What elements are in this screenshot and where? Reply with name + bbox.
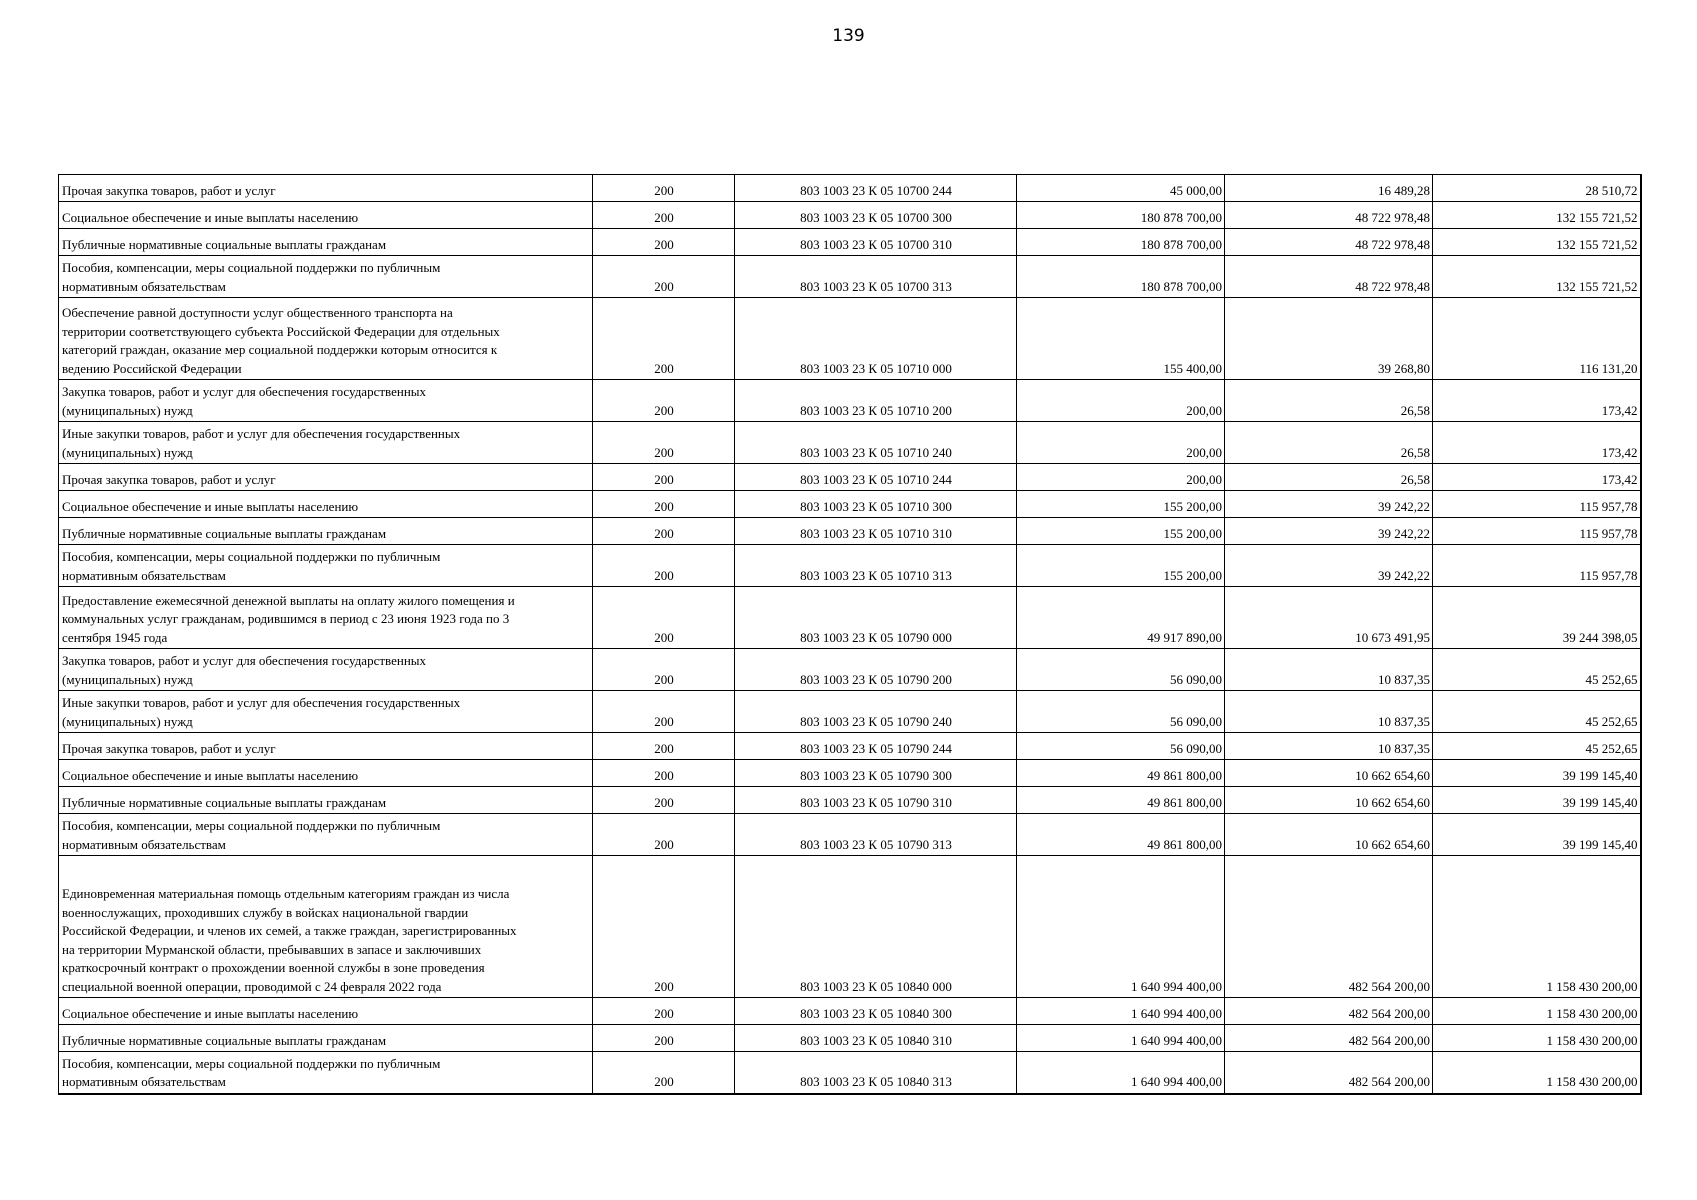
row-line-code-cell-text: 200: [654, 713, 674, 729]
row-classification-code-cell: [735, 649, 1017, 691]
row-line-code-cell: [593, 380, 735, 422]
table-row: [59, 202, 1641, 229]
row-approved-amount-cell-text: 49 861 800,00: [1147, 836, 1222, 852]
row-line-code-cell-text: 200: [654, 236, 674, 252]
row-name-cell-text: Социальное обеспечение и иные выплаты населению: [62, 1005, 359, 1021]
row-approved-amount-cell-text: 45 000,00: [1170, 182, 1222, 198]
row-unexecuted-amount-cell-text: 1 158 430 200,00: [1546, 1032, 1638, 1048]
row-unexecuted-amount-cell-text: 45 252,65: [1585, 740, 1638, 756]
row-name-cell: [59, 1052, 593, 1094]
row-approved-amount-cell: [1017, 1025, 1225, 1052]
row-unexecuted-amount-cell: [1433, 856, 1641, 998]
row-unexecuted-amount-cell: [1433, 1025, 1641, 1052]
row-line-code-cell-text: 200: [654, 360, 674, 376]
row-name-cell-text: Пособия, компенсации, меры социальной поддержки по публичным нормативным обязательствам: [62, 818, 441, 852]
row-approved-amount-cell-text: 49 861 800,00: [1147, 767, 1222, 783]
row-unexecuted-amount-cell: [1433, 202, 1641, 229]
row-line-code-cell-text: 200: [654, 1032, 674, 1048]
row-unexecuted-amount-cell: [1433, 491, 1641, 518]
row-approved-amount-cell: [1017, 491, 1225, 518]
row-classification-code-cell: [735, 422, 1017, 464]
row-name-cell-text: Пособия, компенсации, меры социальной поддержки по публичным нормативным обязательствам: [62, 260, 441, 294]
row-executed-amount-cell-text: 10 837,35: [1378, 713, 1430, 729]
row-name-cell: [59, 587, 593, 649]
row-unexecuted-amount-cell: [1433, 649, 1641, 691]
table-row: [59, 691, 1641, 733]
row-classification-code-cell: [735, 733, 1017, 760]
row-name-cell-text: Публичные нормативные социальные выплаты гражданам: [62, 1032, 387, 1048]
row-unexecuted-amount-cell: [1433, 733, 1641, 760]
row-executed-amount-cell: [1225, 256, 1433, 298]
row-name-cell-text: Иные закупки товаров, работ и услуг для обеспечения государственных (муниципальных) нужд: [62, 426, 461, 460]
row-name-cell: [59, 518, 593, 545]
row-approved-amount-cell-text: 180 878 700,00: [1140, 236, 1222, 252]
row-classification-code-cell-text: 803 1003 23 К 05 10790 300: [800, 767, 952, 783]
row-executed-amount-cell-text: 26,58: [1400, 402, 1430, 418]
row-classification-code-cell: [735, 298, 1017, 380]
row-unexecuted-amount-cell: [1433, 998, 1641, 1025]
table-row: [59, 518, 1641, 545]
row-executed-amount-cell-text: 482 564 200,00: [1348, 1005, 1430, 1021]
row-line-code-cell: [593, 422, 735, 464]
table-row: [59, 380, 1641, 422]
row-line-code-cell-text: 200: [654, 978, 674, 994]
row-unexecuted-amount-cell-text: 132 155 721,52: [1556, 236, 1638, 252]
row-executed-amount-cell: [1225, 856, 1433, 998]
row-executed-amount-cell: [1225, 760, 1433, 787]
row-line-code-cell-text: 200: [654, 525, 674, 541]
row-name-cell-text: Публичные нормативные социальные выплаты гражданам: [62, 525, 387, 541]
row-line-code-cell-text: 200: [654, 498, 674, 514]
row-approved-amount-cell: [1017, 998, 1225, 1025]
row-approved-amount-cell-text: 1 640 994 400,00: [1131, 978, 1222, 994]
table-row: [59, 175, 1641, 202]
row-classification-code-cell: [735, 856, 1017, 998]
row-line-code-cell: [593, 1052, 735, 1094]
row-unexecuted-amount-cell-text: 39 199 145,40: [1562, 836, 1638, 852]
row-executed-amount-cell-text: 10 662 654,60: [1355, 794, 1430, 810]
row-unexecuted-amount-cell: [1433, 545, 1641, 587]
row-executed-amount-cell-text: 39 242,22: [1378, 567, 1430, 583]
row-line-code-cell: [593, 587, 735, 649]
row-line-code-cell-text: 200: [654, 1074, 674, 1090]
row-approved-amount-cell: [1017, 202, 1225, 229]
row-name-cell: [59, 464, 593, 491]
table-row: [59, 422, 1641, 464]
row-name-cell: [59, 202, 593, 229]
table-row: [59, 787, 1641, 814]
row-approved-amount-cell-text: 155 200,00: [1163, 567, 1222, 583]
row-unexecuted-amount-cell-text: 1 158 430 200,00: [1546, 1005, 1638, 1021]
row-approved-amount-cell-text: 200,00: [1186, 444, 1222, 460]
row-name-cell-text: Социальное обеспечение и иные выплаты населению: [62, 767, 359, 783]
row-approved-amount-cell-text: 155 200,00: [1163, 525, 1222, 541]
table-row: [59, 733, 1641, 760]
row-unexecuted-amount-cell-text: 39 199 145,40: [1562, 767, 1638, 783]
row-executed-amount-cell: [1225, 649, 1433, 691]
row-line-code-cell-text: 200: [654, 1005, 674, 1021]
row-unexecuted-amount-cell: [1433, 229, 1641, 256]
row-name-cell-text: Социальное обеспечение и иные выплаты населению: [62, 209, 359, 225]
row-executed-amount-cell-text: 39 268,80: [1378, 360, 1430, 376]
row-unexecuted-amount-cell-text: 1 158 430 200,00: [1546, 1074, 1638, 1090]
row-name-cell-text: Обеспечение равной доступности услуг общественного транспорта на территории соответствующего субъекта Российской Федерации для отдельных категорий граждан, оказание мер социальной поддержки которым относится к ведению Российской Федерации: [62, 305, 500, 376]
table-row: [59, 229, 1641, 256]
table-row: [59, 491, 1641, 518]
row-unexecuted-amount-cell: [1433, 587, 1641, 649]
row-line-code-cell-text: 200: [654, 278, 674, 294]
row-unexecuted-amount-cell: [1433, 1052, 1641, 1094]
row-approved-amount-cell: [1017, 760, 1225, 787]
row-executed-amount-cell: [1225, 464, 1433, 491]
row-name-cell: [59, 814, 593, 856]
row-executed-amount-cell-text: 10 837,35: [1378, 671, 1430, 687]
table-row: [59, 856, 1641, 998]
row-approved-amount-cell-text: 49 917 890,00: [1147, 629, 1222, 645]
row-unexecuted-amount-cell: [1433, 787, 1641, 814]
row-classification-code-cell: [735, 229, 1017, 256]
row-name-cell: [59, 175, 593, 202]
row-classification-code-cell-text: 803 1003 23 К 05 10710 300: [800, 498, 952, 514]
row-line-code-cell-text: 200: [654, 767, 674, 783]
table-row: [59, 587, 1641, 649]
row-approved-amount-cell: [1017, 175, 1225, 202]
row-approved-amount-cell-text: 1 640 994 400,00: [1131, 1005, 1222, 1021]
row-executed-amount-cell-text: 10 673 491,95: [1355, 629, 1430, 645]
table-row: [59, 298, 1641, 380]
table-row: [59, 1025, 1641, 1052]
row-unexecuted-amount-cell-text: 116 131,20: [1579, 360, 1638, 376]
row-classification-code-cell: [735, 1052, 1017, 1094]
row-classification-code-cell: [735, 998, 1017, 1025]
table-row: [59, 814, 1641, 856]
row-unexecuted-amount-cell: [1433, 464, 1641, 491]
row-executed-amount-cell-text: 10 662 654,60: [1355, 836, 1430, 852]
table-row: [59, 464, 1641, 491]
row-line-code-cell-text: 200: [654, 836, 674, 852]
row-line-code-cell: [593, 856, 735, 998]
row-approved-amount-cell-text: 56 090,00: [1170, 671, 1222, 687]
row-name-cell-text: Закупка товаров, работ и услуг для обеспечения государственных (муниципальных) нужд: [62, 653, 427, 687]
row-executed-amount-cell: [1225, 691, 1433, 733]
row-unexecuted-amount-cell: [1433, 256, 1641, 298]
row-executed-amount-cell-text: 10 837,35: [1378, 740, 1430, 756]
row-line-code-cell: [593, 256, 735, 298]
row-approved-amount-cell: [1017, 256, 1225, 298]
row-name-cell-text: Публичные нормативные социальные выплаты гражданам: [62, 794, 387, 810]
row-approved-amount-cell: [1017, 733, 1225, 760]
row-line-code-cell-text: 200: [654, 740, 674, 756]
row-line-code-cell: [593, 229, 735, 256]
row-executed-amount-cell: [1225, 998, 1433, 1025]
row-approved-amount-cell-text: 155 200,00: [1163, 498, 1222, 514]
row-classification-code-cell-text: 803 1003 23 К 05 10790 244: [800, 740, 952, 756]
row-approved-amount-cell: [1017, 691, 1225, 733]
row-approved-amount-cell: [1017, 587, 1225, 649]
row-unexecuted-amount-cell-text: 1 158 430 200,00: [1546, 978, 1638, 994]
row-approved-amount-cell: [1017, 229, 1225, 256]
row-executed-amount-cell-text: 48 722 978,48: [1355, 236, 1430, 252]
row-unexecuted-amount-cell-text: 173,42: [1601, 444, 1638, 460]
row-executed-amount-cell-text: 10 662 654,60: [1355, 767, 1430, 783]
row-name-cell: [59, 787, 593, 814]
row-classification-code-cell-text: 803 1003 23 К 05 10840 000: [800, 978, 952, 994]
row-name-cell-text: Закупка товаров, работ и услуг для обеспечения государственных (муниципальных) нужд: [62, 384, 427, 418]
row-approved-amount-cell: [1017, 1052, 1225, 1094]
budget-execution-table: [58, 174, 1642, 1095]
row-classification-code-cell: [735, 760, 1017, 787]
row-classification-code-cell: [735, 545, 1017, 587]
row-line-code-cell-text: 200: [654, 402, 674, 418]
row-approved-amount-cell: [1017, 649, 1225, 691]
row-name-cell: [59, 649, 593, 691]
row-approved-amount-cell-text: 56 090,00: [1170, 713, 1222, 729]
row-name-cell-text: Прочая закупка товаров, работ и услуг: [62, 471, 276, 487]
row-name-cell-text: Пособия, компенсации, меры социальной поддержки по публичным нормативным обязательствам: [62, 549, 441, 583]
row-executed-amount-cell: [1225, 545, 1433, 587]
row-classification-code-cell: [735, 202, 1017, 229]
row-classification-code-cell: [735, 587, 1017, 649]
row-classification-code-cell-text: 803 1003 23 К 05 10710 200: [800, 402, 952, 418]
row-line-code-cell-text: 200: [654, 209, 674, 225]
row-line-code-cell: [593, 760, 735, 787]
row-executed-amount-cell: [1225, 1025, 1433, 1052]
row-name-cell-text: Предоставление ежемесячной денежной выплаты на оплату жилого помещения и коммунальных услуг гражданам, родившимся в период с 23 июня 1923 года по 3 сентября 1945 года: [62, 592, 515, 645]
row-classification-code-cell-text: 803 1003 23 К 05 10700 244: [800, 182, 952, 198]
row-executed-amount-cell: [1225, 229, 1433, 256]
row-executed-amount-cell: [1225, 380, 1433, 422]
row-unexecuted-amount-cell: [1433, 380, 1641, 422]
row-unexecuted-amount-cell-text: 45 252,65: [1585, 671, 1638, 687]
row-classification-code-cell-text: 803 1003 23 К 05 10700 313: [800, 278, 952, 294]
row-unexecuted-amount-cell: [1433, 814, 1641, 856]
table-row: [59, 760, 1641, 787]
row-classification-code-cell-text: 803 1003 23 К 05 10710 000: [800, 360, 952, 376]
row-name-cell: [59, 298, 593, 380]
row-name-cell: [59, 256, 593, 298]
row-name-cell-text: Публичные нормативные социальные выплаты гражданам: [62, 236, 387, 252]
row-executed-amount-cell: [1225, 298, 1433, 380]
row-unexecuted-amount-cell-text: 39 244 398,05: [1562, 629, 1638, 645]
row-unexecuted-amount-cell: [1433, 691, 1641, 733]
row-classification-code-cell-text: 803 1003 23 К 05 10790 200: [800, 671, 952, 687]
row-name-cell-text: Социальное обеспечение и иные выплаты населению: [62, 498, 359, 514]
row-executed-amount-cell: [1225, 202, 1433, 229]
row-line-code-cell-text: 200: [654, 671, 674, 687]
row-approved-amount-cell: [1017, 814, 1225, 856]
row-line-code-cell: [593, 814, 735, 856]
row-classification-code-cell-text: 803 1003 23 К 05 10710 310: [800, 525, 952, 541]
row-classification-code-cell-text: 803 1003 23 К 05 10790 000: [800, 629, 952, 645]
row-line-code-cell-text: 200: [654, 629, 674, 645]
row-executed-amount-cell-text: 482 564 200,00: [1348, 1074, 1430, 1090]
table-row: [59, 649, 1641, 691]
row-approved-amount-cell-text: 1 640 994 400,00: [1131, 1074, 1222, 1090]
row-approved-amount-cell: [1017, 422, 1225, 464]
table-row: [59, 998, 1641, 1025]
row-unexecuted-amount-cell-text: 115 957,78: [1579, 525, 1638, 541]
row-classification-code-cell: [735, 518, 1017, 545]
row-executed-amount-cell-text: 482 564 200,00: [1348, 978, 1430, 994]
row-line-code-cell: [593, 464, 735, 491]
row-classification-code-cell-text: 803 1003 23 К 05 10710 313: [800, 567, 952, 583]
row-executed-amount-cell-text: 48 722 978,48: [1355, 278, 1430, 294]
row-executed-amount-cell: [1225, 175, 1433, 202]
row-approved-amount-cell: [1017, 380, 1225, 422]
row-line-code-cell: [593, 691, 735, 733]
row-line-code-cell-text: 200: [654, 471, 674, 487]
row-classification-code-cell-text: 803 1003 23 К 05 10840 300: [800, 1005, 952, 1021]
row-line-code-cell: [593, 175, 735, 202]
row-executed-amount-cell: [1225, 814, 1433, 856]
row-unexecuted-amount-cell: [1433, 175, 1641, 202]
row-name-cell: [59, 380, 593, 422]
row-approved-amount-cell-text: 56 090,00: [1170, 740, 1222, 756]
row-executed-amount-cell: [1225, 491, 1433, 518]
row-approved-amount-cell-text: 1 640 994 400,00: [1131, 1032, 1222, 1048]
table-row: [59, 256, 1641, 298]
row-name-cell-text: Иные закупки товаров, работ и услуг для обеспечения государственных (муниципальных) нужд: [62, 695, 461, 729]
row-name-cell: [59, 733, 593, 760]
row-line-code-cell: [593, 545, 735, 587]
row-line-code-cell-text: 200: [654, 567, 674, 583]
row-executed-amount-cell-text: 482 564 200,00: [1348, 1032, 1430, 1048]
row-line-code-cell: [593, 649, 735, 691]
row-approved-amount-cell: [1017, 298, 1225, 380]
row-executed-amount-cell-text: 26,58: [1400, 471, 1430, 487]
row-unexecuted-amount-cell-text: 173,42: [1601, 471, 1638, 487]
row-approved-amount-cell-text: 180 878 700,00: [1140, 209, 1222, 225]
row-unexecuted-amount-cell: [1433, 422, 1641, 464]
row-name-cell: [59, 545, 593, 587]
row-approved-amount-cell: [1017, 545, 1225, 587]
row-unexecuted-amount-cell-text: 115 957,78: [1579, 498, 1638, 514]
row-approved-amount-cell-text: 200,00: [1186, 471, 1222, 487]
row-line-code-cell: [593, 491, 735, 518]
row-classification-code-cell: [735, 691, 1017, 733]
row-line-code-cell: [593, 518, 735, 545]
row-approved-amount-cell-text: 49 861 800,00: [1147, 794, 1222, 810]
row-unexecuted-amount-cell: [1433, 518, 1641, 545]
row-unexecuted-amount-cell-text: 173,42: [1601, 402, 1638, 418]
row-line-code-cell-text: 200: [654, 444, 674, 460]
row-executed-amount-cell: [1225, 733, 1433, 760]
row-classification-code-cell: [735, 491, 1017, 518]
row-approved-amount-cell: [1017, 464, 1225, 491]
row-classification-code-cell-text: 803 1003 23 К 05 10700 310: [800, 236, 952, 252]
row-approved-amount-cell: [1017, 518, 1225, 545]
row-name-cell: [59, 229, 593, 256]
row-name-cell: [59, 856, 593, 998]
row-line-code-cell: [593, 1025, 735, 1052]
row-approved-amount-cell: [1017, 787, 1225, 814]
row-unexecuted-amount-cell-text: 45 252,65: [1585, 713, 1638, 729]
row-unexecuted-amount-cell-text: 115 957,78: [1579, 567, 1638, 583]
row-executed-amount-cell: [1225, 422, 1433, 464]
row-approved-amount-cell: [1017, 856, 1225, 998]
table-row: [59, 1052, 1641, 1094]
row-unexecuted-amount-cell-text: 132 155 721,52: [1556, 278, 1638, 294]
row-executed-amount-cell: [1225, 518, 1433, 545]
row-approved-amount-cell-text: 200,00: [1186, 402, 1222, 418]
row-name-cell: [59, 760, 593, 787]
row-approved-amount-cell-text: 180 878 700,00: [1140, 278, 1222, 294]
row-name-cell-text: Пособия, компенсации, меры социальной поддержки по публичным нормативным обязательствам: [62, 1055, 441, 1090]
row-classification-code-cell-text: 803 1003 23 К 05 10700 300: [800, 209, 952, 225]
row-classification-code-cell: [735, 787, 1017, 814]
row-line-code-cell: [593, 998, 735, 1025]
page-number: 139: [832, 26, 865, 46]
row-line-code-cell-text: 200: [654, 794, 674, 810]
row-unexecuted-amount-cell-text: 132 155 721,52: [1556, 209, 1638, 225]
row-name-cell-text: Единовременная материальная помощь отдельным категориям граждан из числа военнослужащих, проходивших службу в войсках национальной гвардии Российской Федерации, и членов их семей, а также граждан, зарегистрированных на территории Мурманской области, пребывавших в запасе и заключивших краткосрочный контракт о прохождении военной службы в зоне проведения специальной военной операции, проводимой с 24 февраля 2022 года: [62, 886, 517, 994]
row-classification-code-cell-text: 803 1003 23 К 05 10790 313: [800, 836, 952, 852]
row-name-cell: [59, 691, 593, 733]
row-classification-code-cell: [735, 380, 1017, 422]
row-name-cell-text: Прочая закупка товаров, работ и услуг: [62, 740, 276, 756]
row-executed-amount-cell: [1225, 787, 1433, 814]
row-line-code-cell: [593, 202, 735, 229]
row-executed-amount-cell-text: 39 242,22: [1378, 498, 1430, 514]
row-executed-amount-cell-text: 48 722 978,48: [1355, 209, 1430, 225]
row-executed-amount-cell-text: 39 242,22: [1378, 525, 1430, 541]
row-unexecuted-amount-cell: [1433, 760, 1641, 787]
row-unexecuted-amount-cell-text: 39 199 145,40: [1562, 794, 1638, 810]
row-classification-code-cell: [735, 464, 1017, 491]
row-classification-code-cell-text: 803 1003 23 К 05 10710 240: [800, 444, 952, 460]
row-name-cell: [59, 422, 593, 464]
row-line-code-cell: [593, 298, 735, 380]
row-unexecuted-amount-cell: [1433, 298, 1641, 380]
row-executed-amount-cell: [1225, 1052, 1433, 1094]
row-executed-amount-cell-text: 26,58: [1400, 444, 1430, 460]
row-classification-code-cell: [735, 256, 1017, 298]
row-name-cell-text: Прочая закупка товаров, работ и услуг: [62, 182, 276, 198]
row-classification-code-cell-text: 803 1003 23 К 05 10790 240: [800, 713, 952, 729]
row-executed-amount-cell: [1225, 587, 1433, 649]
table-row: [59, 545, 1641, 587]
row-classification-code-cell: [735, 1025, 1017, 1052]
row-classification-code-cell-text: 803 1003 23 К 05 10840 310: [800, 1032, 952, 1048]
row-name-cell: [59, 491, 593, 518]
row-executed-amount-cell-text: 16 489,28: [1378, 182, 1430, 198]
row-classification-code-cell-text: 803 1003 23 К 05 10840 313: [800, 1074, 952, 1090]
row-line-code-cell: [593, 787, 735, 814]
row-classification-code-cell-text: 803 1003 23 К 05 10710 244: [800, 471, 952, 487]
row-classification-code-cell-text: 803 1003 23 К 05 10790 310: [800, 794, 952, 810]
row-classification-code-cell: [735, 175, 1017, 202]
row-line-code-cell-text: 200: [654, 182, 674, 198]
row-unexecuted-amount-cell-text: 28 510,72: [1585, 182, 1638, 198]
row-name-cell: [59, 998, 593, 1025]
row-name-cell: [59, 1025, 593, 1052]
row-classification-code-cell: [735, 814, 1017, 856]
row-line-code-cell: [593, 733, 735, 760]
row-approved-amount-cell-text: 155 400,00: [1163, 360, 1222, 376]
